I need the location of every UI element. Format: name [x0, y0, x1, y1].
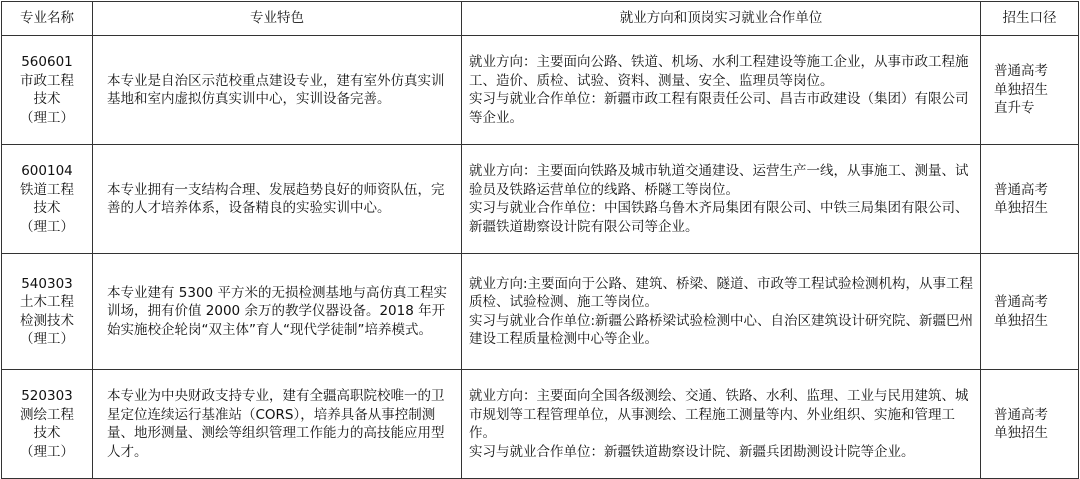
header-enrollment: 招生口径: [981, 2, 1079, 36]
enrollment-cell: [981, 36, 1079, 145]
enrollment-type: 单独招生: [994, 200, 1048, 216]
employment-direction: 就业方向：主要面向全国各级测绘、交通、铁路、水利、监理、工业与民用建筑、城市规划等工程管理单位，从事测绘、工程施工测量等内、外业组织、实施和管理工作。: [469, 388, 969, 441]
major-name-line: 技术: [33, 91, 61, 107]
enrollment-cell: [981, 254, 1079, 370]
table-row: [2, 254, 1079, 370]
major-name-cell: [2, 36, 93, 145]
enrollment-type: 普通高考: [994, 63, 1048, 80]
employment-cell: [462, 145, 981, 254]
major-feature-cell: [93, 145, 462, 254]
major-feature-text: 本专业为中央财政支持专业，建有全疆高职院校唯一的卫星定位连续运行基准站（CORS），培养具备从事控制测量、地形测量、测绘等组织管理工作能力的高技能应用型人才。: [107, 388, 445, 460]
major-feature-text: 本专业是自治区示范校重点建设专业，建有室外仿真实训基地和室内虚拟仿真实训中心，实训设备完善。: [107, 72, 445, 107]
table-row: [2, 145, 1079, 254]
enrollment-type: 直升专: [994, 100, 1035, 117]
major-name-line: 技术: [33, 200, 61, 216]
table-row: [2, 370, 1079, 479]
employment-cell: [462, 370, 981, 479]
major-category: （理工）: [20, 331, 74, 347]
enrollment-cell: [981, 370, 1079, 479]
enrollment-type: 单独招生: [994, 312, 1048, 329]
enrollment-cell: [981, 145, 1079, 254]
major-category: （理工）: [20, 218, 74, 235]
table-row: [2, 36, 1079, 145]
major-code: 560601: [21, 54, 73, 70]
enrollment-type: 单独招生: [994, 81, 1048, 98]
major-category: （理工）: [20, 443, 74, 460]
major-code: 520303: [21, 388, 73, 404]
major-feature-cell: [93, 36, 462, 145]
major-name-line: 市政工程: [20, 72, 74, 89]
major-feature-text: 本专业建有 5300 平方米的无损检测基地与高仿真工程实训场，拥有价值 2000 余万的教学仪器设备。2018 年开始实施校企轮岗“双主体”育人“现代学徒制”培养模式。: [107, 284, 447, 338]
major-name-cell: [2, 370, 93, 479]
partner-units: 实习与就业合作单位：新疆铁道勘察设计院、新疆兵团勘测设计院等企业。: [469, 443, 915, 460]
partner-units: 实习与就业合作单位：新疆市政工程有限责任公司、昌吉市政建设（集团）有限公司等企业。: [469, 91, 969, 126]
partner-units: 实习与就业合作单位:新疆公路桥梁试验检测中心、自治区建筑设计研究院、新疆巴州建设工程质量检测中心等企业。: [469, 312, 974, 347]
major-name-cell: [2, 145, 93, 254]
major-code: 540303: [21, 275, 73, 292]
major-name-line: 铁道工程: [20, 181, 74, 198]
major-feature-cell: [93, 254, 462, 370]
major-code: 600104: [21, 163, 73, 179]
majors-table: [1, 1, 1079, 479]
header-major-feature: 专业特色: [93, 2, 462, 36]
header-major-name: 专业名称: [2, 2, 93, 36]
major-category: （理工）: [20, 109, 74, 126]
enrollment-type: 普通高考: [994, 294, 1048, 310]
partner-units: 实习与就业合作单位：中国铁路乌鲁木齐局集团有限公司、中铁三局集团有限公司、新疆铁道勘察设计院有限公司等企业。: [469, 200, 969, 235]
major-name-line: 检测技术: [20, 312, 74, 329]
major-feature-text: 本专业拥有一支结构合理、发展趋势良好的师资队伍，完善的人才培养体系，设备精良的实验实训中心。: [107, 181, 445, 216]
employment-direction: 就业方向：主要面向铁路及城市轨道交通建设、运营生产一线，从事施工、测量、试验员及铁路运营单位的线路、桥隧工等岗位。: [469, 163, 969, 198]
employment-direction: 就业方向:主要面向于公路、建筑、桥梁、隧道、市政等工程试验检测机构，从事工程质检、试验检测、施工等岗位。: [469, 275, 974, 310]
header-employment: 就业方向和顶岗实习就业合作单位: [462, 2, 981, 36]
major-name-line: 测绘工程: [20, 406, 74, 423]
major-name-cell: [2, 254, 93, 370]
enrollment-type: 普通高考: [994, 406, 1048, 423]
employment-cell: [462, 36, 981, 145]
employment-direction: 就业方向：主要面向公路、铁道、机场、水利工程建设等施工企业，从事市政工程施工、造价、质检、试验、资料、测量、安全、监理员等岗位。: [469, 54, 969, 89]
enrollment-type: 单独招生: [994, 425, 1048, 441]
header-row: [2, 2, 1079, 36]
employment-cell: [462, 254, 981, 370]
major-feature-cell: [93, 370, 462, 479]
major-name-line: 技术: [33, 425, 61, 441]
enrollment-type: 普通高考: [994, 181, 1048, 198]
major-name-line: 土木工程: [20, 294, 74, 310]
